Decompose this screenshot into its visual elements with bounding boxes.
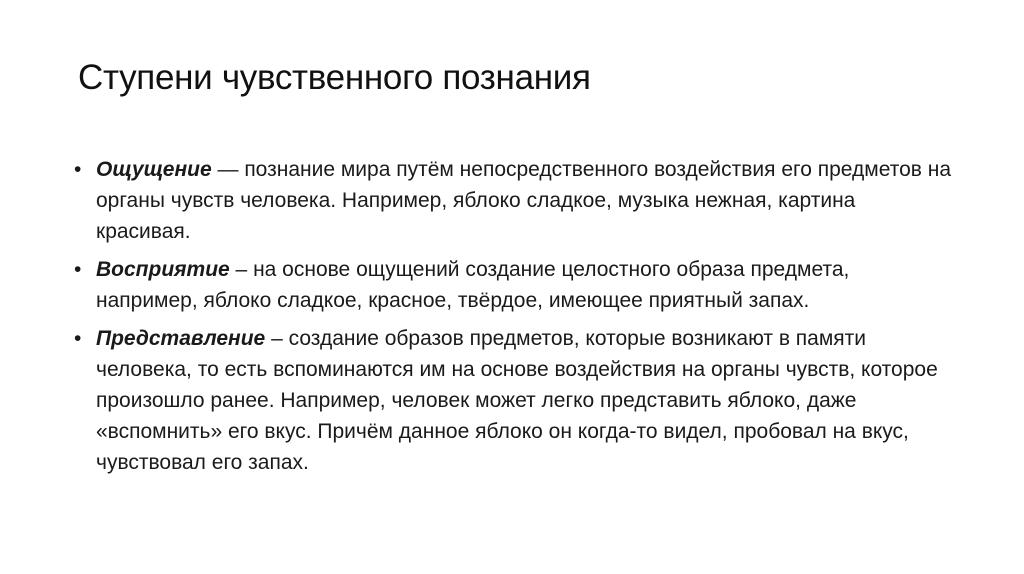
list-item-representation: [72, 323, 952, 478]
term-sensation: Ощущение: [96, 158, 212, 181]
definition-perception: на основе ощущений создание целостного образа предмета, например, яблоко сладкое, красное, твёрдое, имеющее приятный запах.: [96, 258, 850, 312]
term-representation: Представление: [96, 327, 266, 350]
separator: –: [265, 327, 289, 350]
definition-sensation: познание мира путём непосредственного воздействия его предметов на органы чувств человека. Например, яблоко сладкое, музыка нежная, картина красивая.: [96, 158, 952, 243]
slide-title: Ступени чувственного познания: [78, 58, 591, 97]
definition-representation: создание образов предметов, которые возникают в памяти человека, то есть вспоминаются им на основе воздействия на органы чувств, которое произошло ранее. Например, человек может легко представить яблоко, даже «вспомнить» его вкус. Причём данное яблоко он когда-то видел, пробовал на вкус, чувствовал его запах.: [96, 327, 938, 474]
separator: —: [211, 158, 245, 181]
separator: –: [229, 258, 254, 281]
bullet-icon: •: [74, 327, 82, 350]
bullet-icon: •: [74, 158, 82, 181]
bullet-icon: •: [74, 258, 82, 281]
term-perception: Восприятие: [96, 258, 230, 281]
list-item-sensation: [72, 154, 952, 247]
list-item-perception: [72, 254, 952, 316]
bullet-list: [72, 154, 952, 485]
